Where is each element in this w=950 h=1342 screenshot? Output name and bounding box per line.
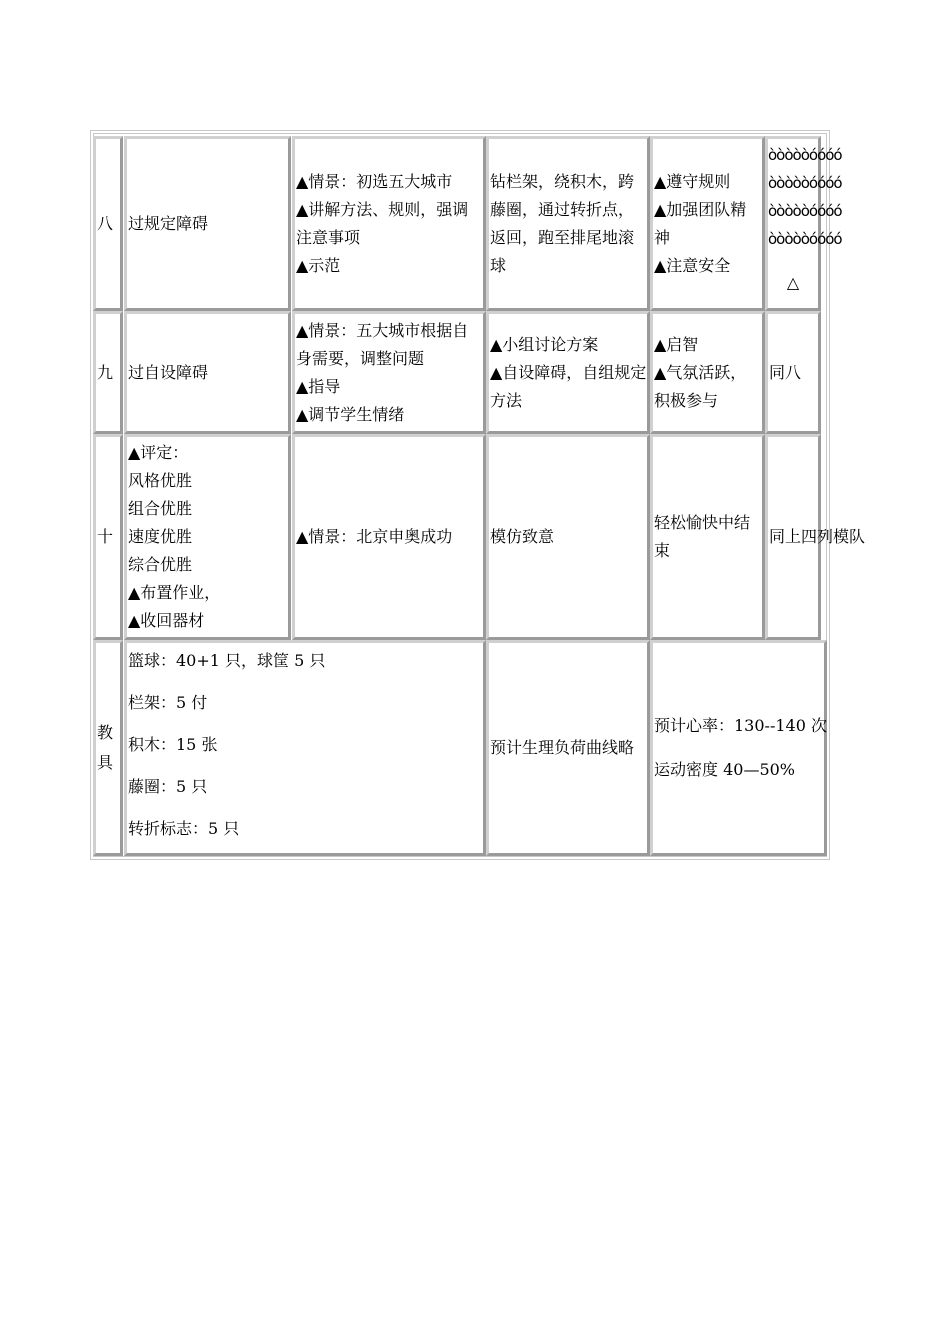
row-8-student: 钻栏架，绕积木，跨藤圈，通过转折点，返回，跑至排尾地滚球 [486,136,650,311]
row-9-teacher: ▲情景：五大城市根据自身需要，调整问题 ▲指导 ▲调节学生情绪 [292,311,486,434]
equipment-item: 藤圈：5 只 [128,777,208,796]
formation-line: òòòòòóóóó [768,146,842,164]
row-8-content: 过规定障碍 [124,136,291,311]
equipment-list [124,640,486,856]
row-8-organization [765,136,842,311]
heart-rate-cell: 预计心率：130--140 次 运动密度 40—50% [650,640,827,856]
formation-line: òòòòòóóóó [768,202,842,220]
equipment-label: 教具 [93,640,123,856]
row-9-organization: 同八 [765,311,821,434]
equipment-item: 积木：15 张 [128,735,218,754]
row-10-organization: 同上四列模队 [765,434,821,640]
row-8-teacher: ▲情景：初选五大城市 ▲讲解方法、规则，强调注意事项 ▲示范 [292,136,486,311]
row-10-teacher: ▲情景：北京申奥成功 [292,434,486,640]
row-10-student: 模仿致意 [486,434,650,640]
row-8-number: 八 [93,136,123,311]
row-9-student: ▲小组讨论方案 ▲自设障碍，自组规定方法 [486,311,650,434]
row-8-goal: ▲遵守规则 ▲加强团队精神 ▲注意安全 [650,136,765,311]
row-9-content: 过自设障碍 [124,311,291,434]
equipment-item: 栏架：5 付 [128,693,208,712]
row-10-content: ▲评定： 风格优胜 组合优胜 速度优胜 综合优胜 ▲布置作业， ▲收回器材 [124,434,291,640]
equipment-item: 篮球：40+1 只，球筐 5 只 [128,651,326,670]
formation-line: òòòòòóóóó [768,230,842,248]
equipment-item: 转折标志：5 只 [128,819,240,838]
teacher-triangle-icon: △ [786,273,800,292]
row-10-number: 十 [93,434,123,640]
formation-line: òòòòòóóóó [768,174,842,192]
row-9-number: 九 [93,311,123,434]
row-9-goal: ▲启智 ▲气氛活跃，积极参与 [650,311,765,434]
load-curve-cell: 预计生理负荷曲线略 [486,640,650,856]
row-10-goal: 轻松愉快中结束 [650,434,765,640]
